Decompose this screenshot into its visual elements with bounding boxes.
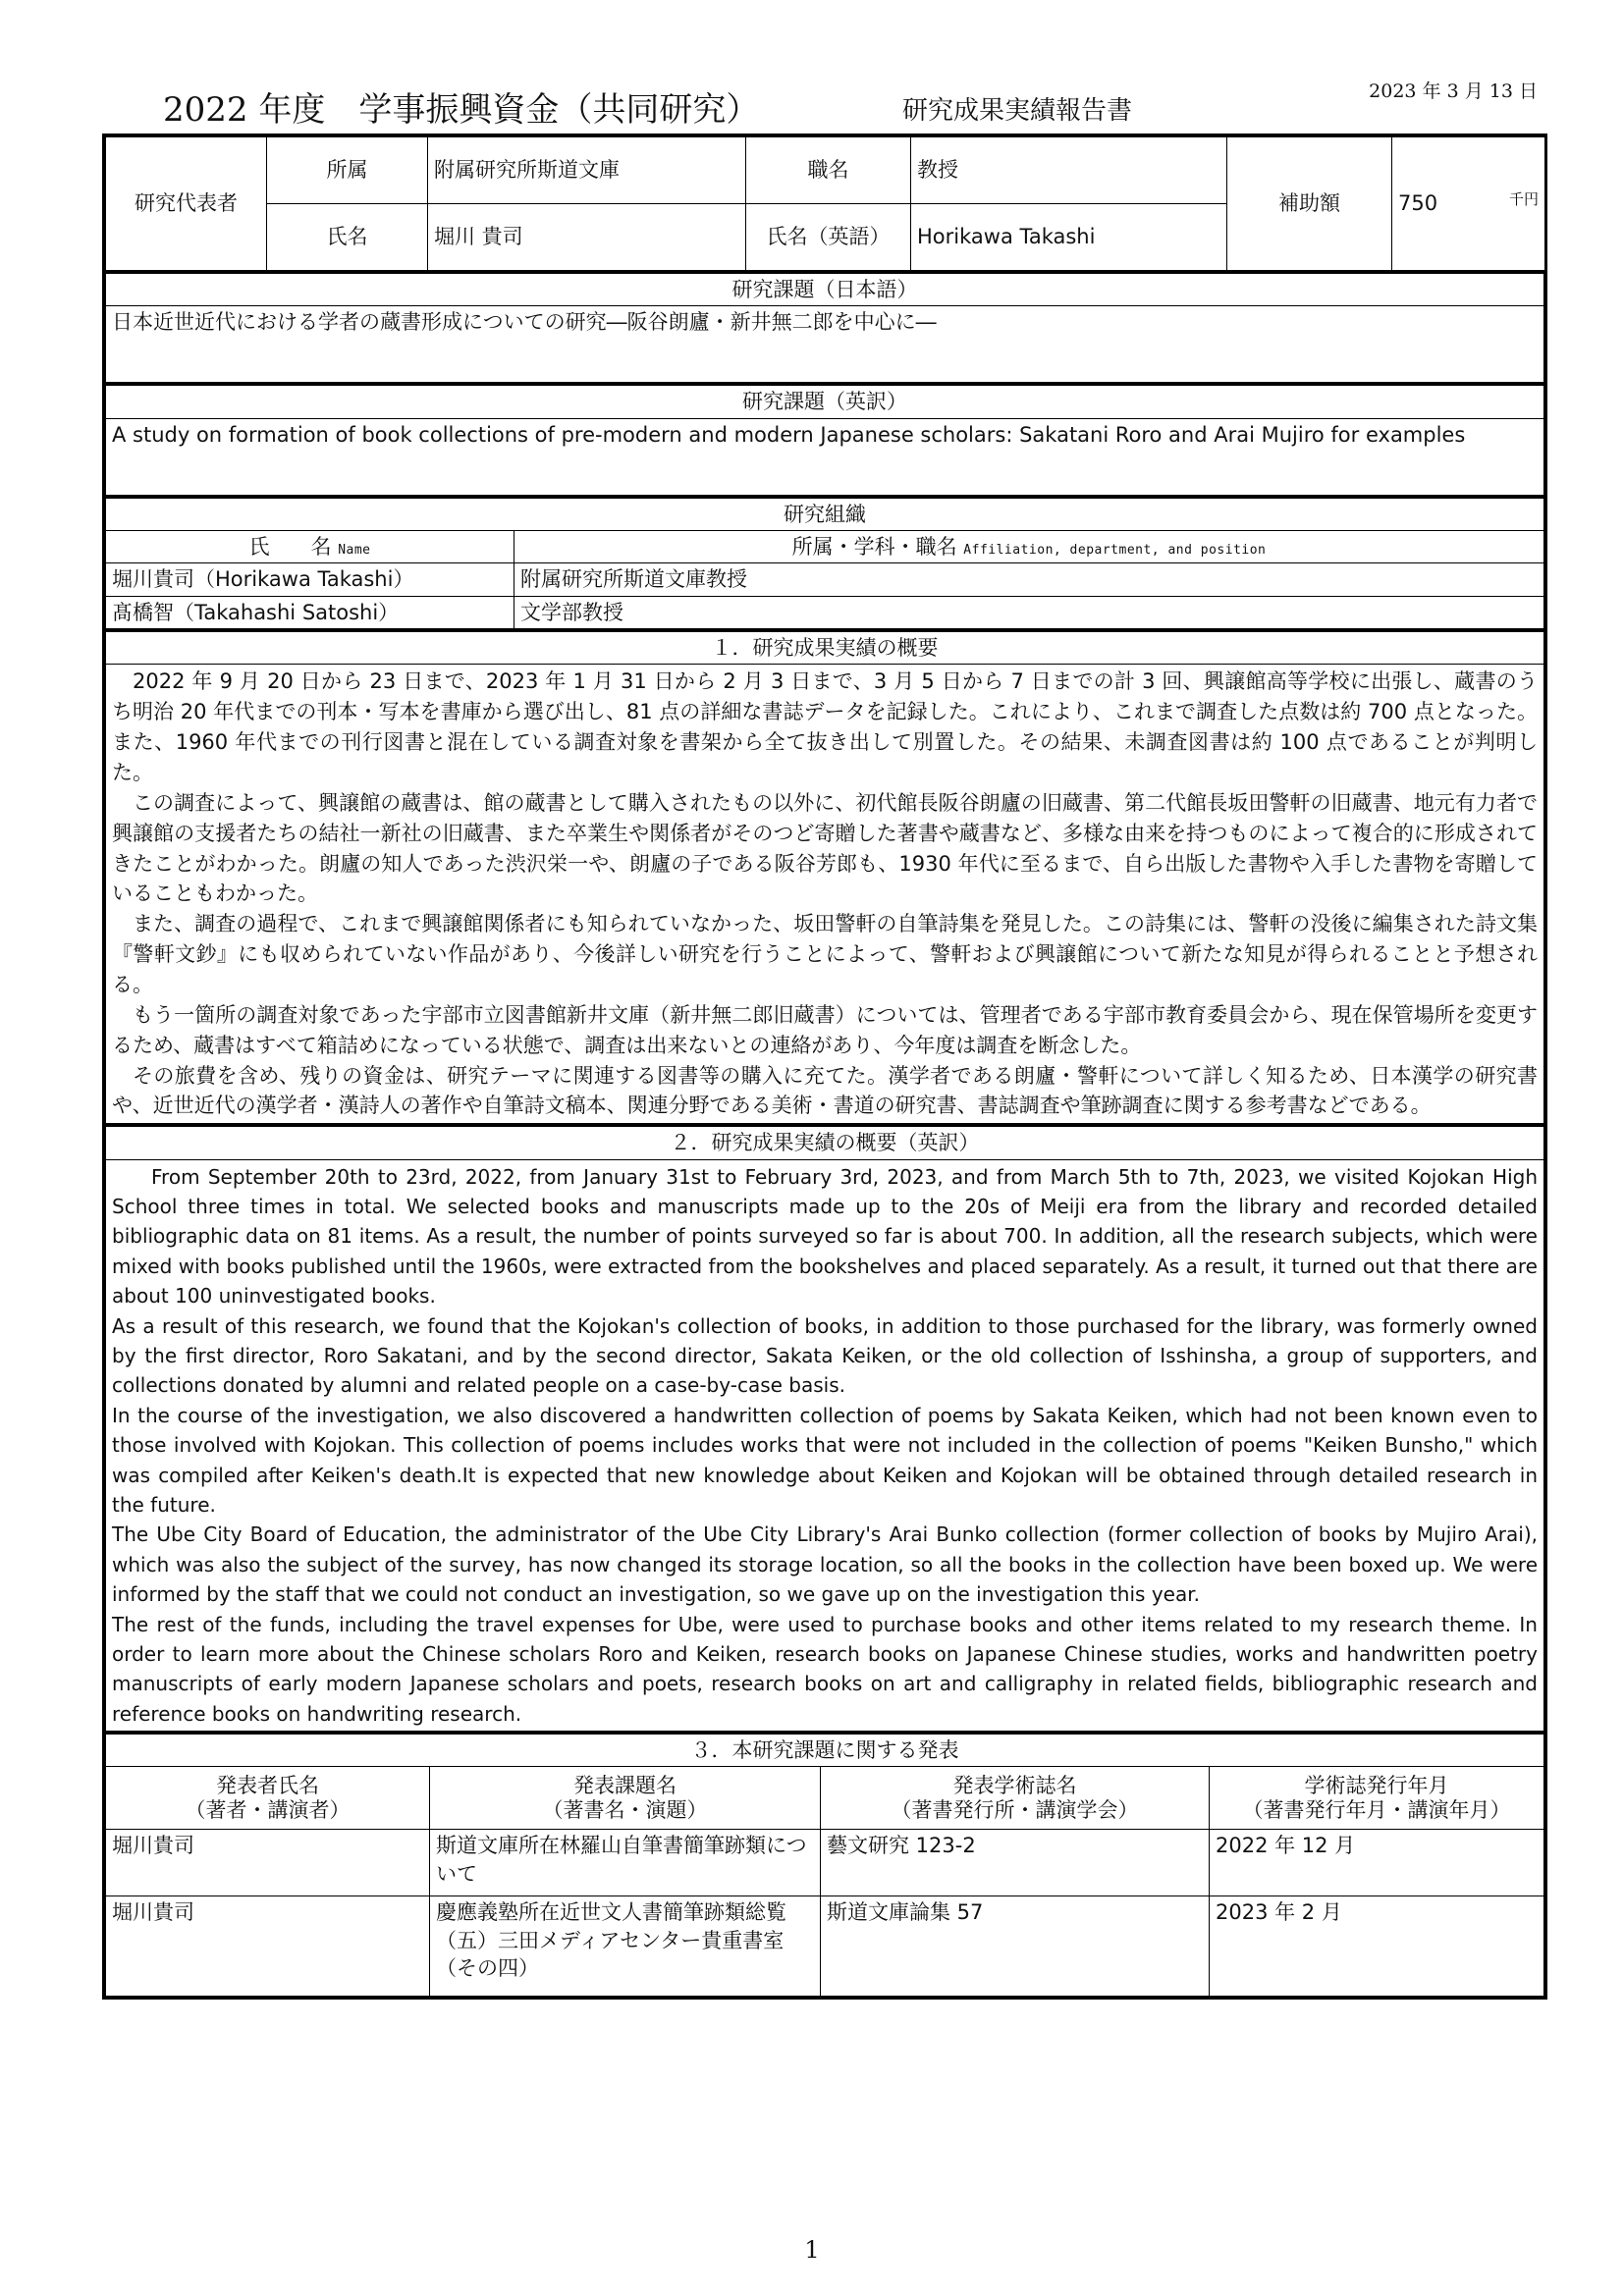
- summary-en-body: [106, 1159, 1544, 1731]
- grant-cell: [1392, 137, 1545, 271]
- summary-ja-heading: １．研究成果実績の概要: [106, 631, 1544, 665]
- name-en-label: 氏名（英語）: [746, 204, 911, 271]
- name-label: 氏名: [267, 204, 428, 271]
- organization-table: [105, 496, 1544, 629]
- grant-label: 補助額: [1227, 137, 1392, 271]
- topic-en-table: [105, 383, 1544, 495]
- topic-ja-table: [105, 271, 1544, 383]
- representative-table: [105, 136, 1545, 271]
- affiliation-label: 所属: [267, 137, 428, 204]
- org-col-name-ja: 氏 名: [248, 535, 332, 560]
- publications-heading: ３．本研究課題に関する発表: [106, 1734, 1544, 1767]
- pub-col-title-l1: 発表課題名: [573, 1773, 677, 1797]
- representative-label: 研究代表者: [106, 137, 267, 271]
- summary-ja-paragraph: 2022 年 9 月 20 日から 23 日まで、2023 年 1 月 31 日から 2 月 3 日まで、3 月 5 日から 7 日までの計 3 回、興譲館高等学校に出張し、蔵書のうち明治 20 年代までの刊本・写本を書庫から選び出し、81 点の詳細な書誌データを記録した。これにより、これまで調査した点数は約 700 点となった。また、1960 年代までの刊行図書と混在している調査対象を書架から全て抜き出して別置した。その結果、未調査図書は約 100 点であることが判明した。: [112, 669, 1538, 784]
- pub-col-journal-l2: （著書発行所・講演学会）: [891, 1797, 1139, 1822]
- report-date: 2023 年 3 月 13 日: [1369, 80, 1538, 102]
- topic-ja-text: 日本近世近代における学者の蔵書形成についての研究―阪谷朗廬・新井無二郎を中心に―: [106, 306, 1544, 383]
- summary-ja-table: [105, 629, 1544, 1124]
- grant-amount: 750: [1398, 191, 1438, 216]
- pub-author: 堀川貴司: [106, 1830, 430, 1896]
- summary-ja-paragraph: もう一箇所の調査対象であった宇部市立図書館新井文庫（新井無二郎旧蔵書）については、管理者である宇部市教育委員会から、現在保管場所を変更するため、蔵書はすべて箱詰めになっている状態で、調査は出来ないとの連絡があり、今年度は調査を断念した。: [112, 1002, 1538, 1057]
- topic-en-heading: 研究課題（英訳）: [106, 385, 1544, 418]
- org-col-name-en: Name: [338, 543, 371, 559]
- pub-col-author: [106, 1767, 430, 1830]
- summary-en-paragraph: In the course of the investigation, we also discovered a handwritten collection of poems by Sakata Keiken, which had not been known even to those involved with Kojokan. This collection of poems includes works that were not included in the collection of poems "Keiken Bunsho," which was compiled after Keiken's death.It is expected that new knowledge about Keiken and Kojokan will be obtained through detailed research in the future.: [112, 1403, 1538, 1517]
- summary-ja-paragraph: また、調査の過程で、これまで興譲館関係者にも知られていなかった、坂田警軒の自筆詩集を発見した。この詩集には、警軒の没後に編集された詩文集『警軒文鈔』にも収められていない作品があり、今後詳しい研究を行うことによって、警軒および興譲館について新たな知見が得られることと予想される。: [112, 912, 1538, 996]
- pub-date: 2023 年 2 月: [1210, 1896, 1544, 1997]
- grant-unit: 千円: [1508, 190, 1539, 209]
- report-subtitle: 研究成果実績報告書: [902, 96, 1133, 126]
- pub-journal: 藝文研究 123-2: [821, 1830, 1210, 1896]
- org-col-aff: [514, 531, 1544, 563]
- pub-journal: 斯道文庫論集 57: [821, 1896, 1210, 1997]
- topic-en-text: A study on formation of book collections of pre-modern and modern Japanese scholars: Sakatani Roro and Arai Mujiro for examples: [106, 418, 1544, 495]
- report-form: [102, 133, 1547, 2000]
- summary-en-paragraph: The Ube City Board of Education, the administrator of the Ube City Library's Arai Bunko collection (former collection of books by Mujiro Arai), which was also the subject of the survey, has now changed its storage location, so all the books in the collection have been boxed up. We were informed by the staff that we could not conduct an investigation, so we gave up on the investigation this year.: [112, 1522, 1538, 1607]
- pub-col-date: [1210, 1767, 1544, 1830]
- organization-heading: 研究組織: [106, 497, 1544, 530]
- pub-title: 斯道文庫所在林羅山自筆書簡筆跡類について: [430, 1830, 821, 1896]
- name-value: 堀川 貴司: [428, 204, 746, 271]
- summary-ja-body: [106, 665, 1544, 1124]
- org-col-aff-ja: 所属・学科・職名: [791, 535, 957, 560]
- pub-author: 堀川貴司: [106, 1896, 430, 1997]
- pub-date: 2022 年 12 月: [1210, 1830, 1544, 1896]
- report-title: 2022 年度 学事振興資金（共同研究）: [163, 90, 760, 130]
- summary-ja-paragraph: その旅費を含め、残りの資金は、研究テーマに関連する図書等の購入に充てた。漢学者である朗廬・警軒について詳しく知るため、日本漢学の研究書や、近世近代の漢学者・漢詩人の著作や自筆詩文稿本、関連分野である美術・書道の研究書、書誌調査や筆跡調査に関する参考書などである。: [112, 1063, 1538, 1118]
- affiliation-value: 附属研究所斯道文庫: [428, 137, 746, 204]
- summary-en-paragraph: From September 20th to 23rd, 2022, from January 31st to February 3rd, 2023, and from March 5th to 7th, 2023, we visited Kojokan High School three times in total. We selected books and manuscripts made up to the 20s of Meiji era from the library and recorded detailed bibliographic data on 81 items. As a result, the number of points surveyed so far is about 700. In addition, all the research subjects, which were mixed with books published until the 1960s, were extracted from the bookshelves and placed separately. As a result, it turned out that there are about 100 uninvestigated books.: [112, 1164, 1538, 1308]
- topic-ja-heading: 研究課題（日本語）: [106, 273, 1544, 306]
- summary-en-paragraph: As a result of this research, we found that the Kojokan's collection of books, in addition to those purchased for the library, was formerly owned by the first director, Roro Sakatani, and by the second director, Sakata Keiken, or the old collection of Isshinsha, a group of supporters, and collections donated by alumni and related people on a case-by-case basis.: [112, 1313, 1538, 1398]
- pub-col-date-l1: 学術誌発行年月: [1304, 1773, 1449, 1797]
- org-col-aff-en: Affiliation, department, and position: [963, 543, 1267, 559]
- position-label: 職名: [746, 137, 911, 204]
- page-header: [102, 77, 1545, 128]
- member-aff: 附属研究所斯道文庫教授: [514, 563, 1544, 596]
- pub-col-title-l2: （著書名・演題）: [542, 1797, 708, 1822]
- summary-en-paragraph: The rest of the funds, including the travel expenses for Ube, were used to purchase books and other items related to my research theme. In order to learn more about the Chinese scholars Roro and Keiken, research books on Japanese Chinese studies, works and handwritten poetry manuscripts of early modern Japanese scholars and poets, research books on art and calligraphy in related fields, bibliographic research and reference books on handwriting research.: [112, 1612, 1538, 1726]
- publications-table: [105, 1732, 1544, 1997]
- pub-col-author-l1: 発表者氏名: [216, 1773, 319, 1797]
- member-name: 堀川貴司（Horikawa Takashi）: [106, 563, 514, 596]
- name-en-value: Horikawa Takashi: [911, 204, 1227, 271]
- pub-col-title: [430, 1767, 821, 1830]
- member-aff: 文学部教授: [514, 596, 1544, 628]
- page-number: 1: [804, 2236, 820, 2264]
- pub-col-journal-l1: 発表学術誌名: [952, 1773, 1077, 1797]
- summary-en-table: [105, 1124, 1544, 1732]
- position-value: 教授: [911, 137, 1227, 204]
- pub-col-author-l2: （著者・講演者）: [185, 1797, 351, 1822]
- pub-col-date-l2: （著書発行年月・講演年月）: [1242, 1797, 1511, 1822]
- summary-ja-paragraph: この調査によって、興譲館の蔵書は、館の蔵書として購入されたもの以外に、初代館長阪谷朗廬の旧蔵書、第二代館長坂田警軒の旧蔵書、地元有力者で興譲館の支援者たちの結社一新社の旧蔵書、また卒業生や関係者がそのつど寄贈した著書や蔵書など、多様な由来を持つものによって複合的に形成されてきたことがわかった。朗廬の知人であった渋沢栄一や、朗廬の子である阪谷芳郎も、1930 年代に至るまで、自ら出版した書物や入手した書物を寄贈していることもわかった。: [112, 790, 1538, 906]
- summary-en-heading: ２．研究成果実績の概要（英訳）: [106, 1126, 1544, 1159]
- pub-col-journal: [821, 1767, 1210, 1830]
- pub-title: 慶應義塾所在近世文人書簡筆跡類総覧（五）三田メディアセンター貴重書室（その四）: [430, 1896, 821, 1997]
- org-col-name: [106, 531, 514, 563]
- member-name: 髙橋智（Takahashi Satoshi）: [106, 596, 514, 628]
